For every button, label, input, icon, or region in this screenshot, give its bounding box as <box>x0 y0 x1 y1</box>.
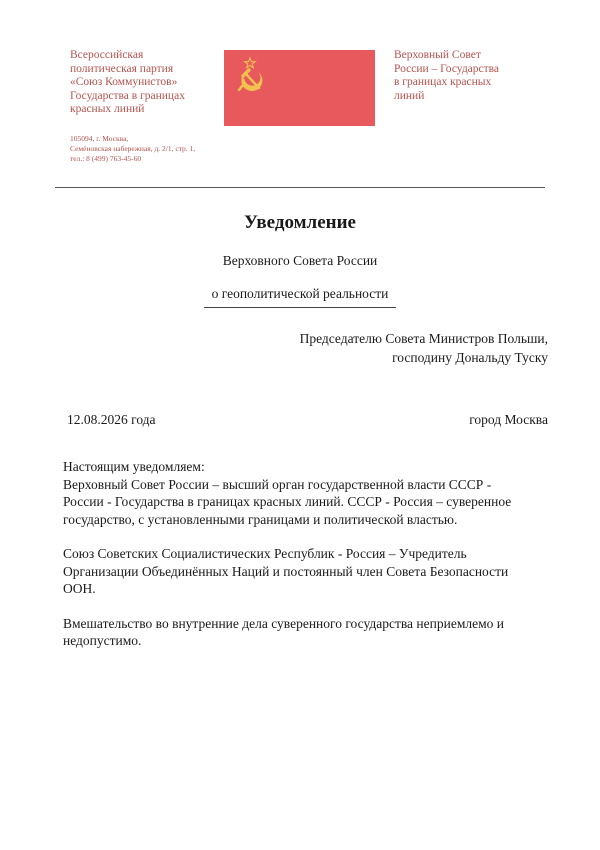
party-name-line: Государства в границах <box>70 89 185 102</box>
addressee-line: Председателю Совета Министров Польши, <box>299 331 548 346</box>
council-name-line: Верховный Совет <box>394 49 481 61</box>
body-paragraph <box>63 545 553 598</box>
addressee-block <box>300 329 548 367</box>
council-name <box>394 49 544 103</box>
council-name-line: России – Государства <box>394 62 500 75</box>
hammer-and-sickle-icon <box>224 50 375 126</box>
body-paragraph <box>63 615 553 650</box>
party-address-line: Семёновская набережная, д. 2/1, стр. 1, <box>70 144 196 153</box>
addressee-line: господину Дональду Туску <box>392 350 548 365</box>
body-line: Союз Советских Социалистических Республик - Россия – Учредитель <box>63 546 467 561</box>
document-title: Уведомление <box>244 212 356 233</box>
party-address-line: тел.: 8 (499) 763-45-60 <box>70 154 142 163</box>
body-paragraph <box>63 458 553 528</box>
subject-underline <box>204 307 396 308</box>
party-name-line: «Союз Коммунистов» <box>70 76 178 88</box>
body-line: Организации Объединённых Наций и постоянный член Совета Безопасности <box>63 563 509 579</box>
body-line: Верховный Совет России – высший орган государственной власти СССР - <box>63 476 492 492</box>
party-address <box>70 134 230 164</box>
party-name <box>70 49 220 117</box>
body-line: России - Государства в границах красных линий. СССР - Россия – суверенное <box>63 494 512 509</box>
party-name-line: политическая партия <box>70 62 174 75</box>
party-address-line: 105094, г. Москва, <box>70 134 129 143</box>
body-line: Настоящим уведомляем: <box>63 459 205 474</box>
document-body <box>63 458 553 667</box>
flag-image <box>224 50 375 126</box>
document-subtitle: Верховного Совета России <box>222 253 378 268</box>
body-line: недопустимо. <box>63 633 142 648</box>
council-name-line: в границах красных <box>394 76 492 88</box>
council-name-line: линий <box>394 89 425 102</box>
party-name-line: красных линий <box>70 103 145 115</box>
header-divider <box>55 187 545 188</box>
document-subject: о геополитической реальности <box>211 286 389 301</box>
body-line: ООН. <box>63 581 96 596</box>
body-line: Вмешательство во внутренние дела суверенного государства неприемлемо и <box>63 615 504 631</box>
document-city: город Москва <box>469 412 548 427</box>
document-date: 12.08.2026 года <box>67 412 156 427</box>
body-line: государство, с установленными границами и политической властью. <box>63 511 458 527</box>
party-name-line: Всероссийская <box>70 49 144 61</box>
